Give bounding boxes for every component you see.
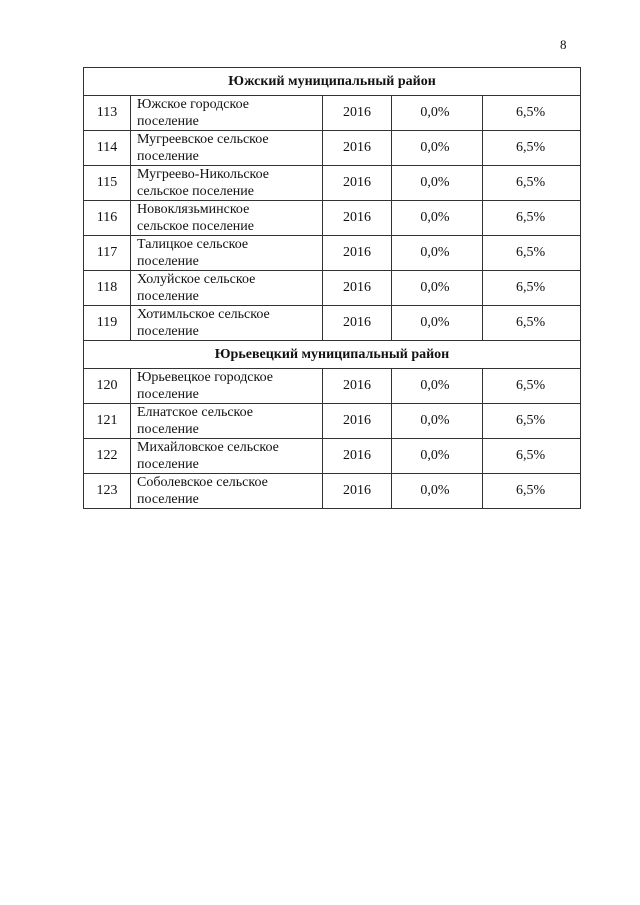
rate-current-cell: 0,0% [392, 131, 483, 166]
rate-current-cell: 0,0% [392, 236, 483, 271]
settlement-name-line-1: Юрьевецкое городское [137, 370, 274, 385]
section-header-row [84, 341, 581, 369]
settlement-name-line-2: сельское поселение [137, 184, 254, 199]
section-title: Южский муниципальный район [84, 68, 581, 96]
settlement-name-line-1: Елнатское сельское [137, 405, 254, 420]
table-row [84, 439, 581, 474]
rate-target-cell: 6,5% [483, 271, 581, 306]
settlement-name-line-1: Новоклязьминское [137, 202, 250, 217]
table-row [84, 306, 581, 341]
settlement-name-line-2: поселение [137, 422, 199, 437]
row-number: 116 [84, 201, 131, 236]
settlement-name-line-2: поселение [137, 324, 199, 339]
section-title: Юрьевецкий муниципальный район [84, 341, 581, 369]
rate-target-cell: 6,5% [483, 306, 581, 341]
table-body [84, 68, 581, 509]
settlement-name-line-1: Южское городское [137, 97, 249, 112]
year-cell: 2016 [323, 236, 392, 271]
table-row [84, 404, 581, 439]
row-number: 123 [84, 474, 131, 509]
year-cell: 2016 [323, 404, 392, 439]
settlement-name [131, 474, 323, 509]
settlement-name [131, 201, 323, 236]
rate-current-cell: 0,0% [392, 96, 483, 131]
settlements-table [83, 67, 581, 509]
settlement-name [131, 439, 323, 474]
year-cell: 2016 [323, 201, 392, 236]
settlement-name-line-1: Талицкое сельское [137, 237, 249, 252]
settlement-name [131, 236, 323, 271]
rate-current-cell: 0,0% [392, 404, 483, 439]
rate-target-cell: 6,5% [483, 236, 581, 271]
settlement-name [131, 369, 323, 404]
rate-current-cell: 0,0% [392, 271, 483, 306]
table-row [84, 166, 581, 201]
rate-target-cell: 6,5% [483, 369, 581, 404]
rate-current-cell: 0,0% [392, 439, 483, 474]
settlement-name-line-1: Соболевское сельское [137, 475, 268, 490]
table-row [84, 131, 581, 166]
settlement-name [131, 271, 323, 306]
settlement-name-line-1: Михайловское сельское [137, 440, 279, 455]
year-cell: 2016 [323, 131, 392, 166]
settlement-name [131, 131, 323, 166]
rate-current-cell: 0,0% [392, 306, 483, 341]
row-number: 118 [84, 271, 131, 306]
settlement-name-line-2: поселение [137, 492, 199, 507]
year-cell: 2016 [323, 369, 392, 404]
year-cell: 2016 [323, 166, 392, 201]
settlement-name-line-2: поселение [137, 114, 199, 129]
rate-current-cell: 0,0% [392, 201, 483, 236]
table-row [84, 369, 581, 404]
settlement-name [131, 96, 323, 131]
settlement-name-line-1: Мугреево-Никольское [137, 167, 270, 182]
rate-current-cell: 0,0% [392, 369, 483, 404]
table-row [84, 271, 581, 306]
rate-current-cell: 0,0% [392, 474, 483, 509]
settlement-name-line-1: Мугреевское сельское [137, 132, 269, 147]
row-number: 122 [84, 439, 131, 474]
rate-target-cell: 6,5% [483, 474, 581, 509]
settlement-name-line-2: поселение [137, 457, 199, 472]
settlement-name-line-2: поселение [137, 254, 199, 269]
year-cell: 2016 [323, 306, 392, 341]
rate-target-cell: 6,5% [483, 131, 581, 166]
row-number: 113 [84, 96, 131, 131]
settlement-name-line-1: Холуйское сельское [137, 272, 256, 287]
table-row [84, 474, 581, 509]
rate-target-cell: 6,5% [483, 404, 581, 439]
settlement-name-line-1: Хотимльское сельское [137, 307, 270, 322]
table-row [84, 96, 581, 131]
year-cell: 2016 [323, 474, 392, 509]
rate-target-cell: 6,5% [483, 166, 581, 201]
table-row [84, 201, 581, 236]
year-cell: 2016 [323, 439, 392, 474]
row-number: 117 [84, 236, 131, 271]
settlement-name [131, 404, 323, 439]
row-number: 120 [84, 369, 131, 404]
row-number: 121 [84, 404, 131, 439]
year-cell: 2016 [323, 271, 392, 306]
rate-target-cell: 6,5% [483, 201, 581, 236]
settlement-name-line-2: поселение [137, 387, 199, 402]
row-number: 115 [84, 166, 131, 201]
settlement-name-line-2: поселение [137, 289, 199, 304]
settlement-name-line-2: сельское поселение [137, 219, 254, 234]
settlement-name [131, 166, 323, 201]
section-header-row [84, 68, 581, 96]
settlement-name [131, 306, 323, 341]
table-row [84, 236, 581, 271]
page-number: 8 [560, 37, 567, 52]
rate-target-cell: 6,5% [483, 96, 581, 131]
year-cell: 2016 [323, 96, 392, 131]
rate-target-cell: 6,5% [483, 439, 581, 474]
settlement-name-line-2: поселение [137, 149, 199, 164]
rate-current-cell: 0,0% [392, 166, 483, 201]
row-number: 114 [84, 131, 131, 166]
row-number: 119 [84, 306, 131, 341]
